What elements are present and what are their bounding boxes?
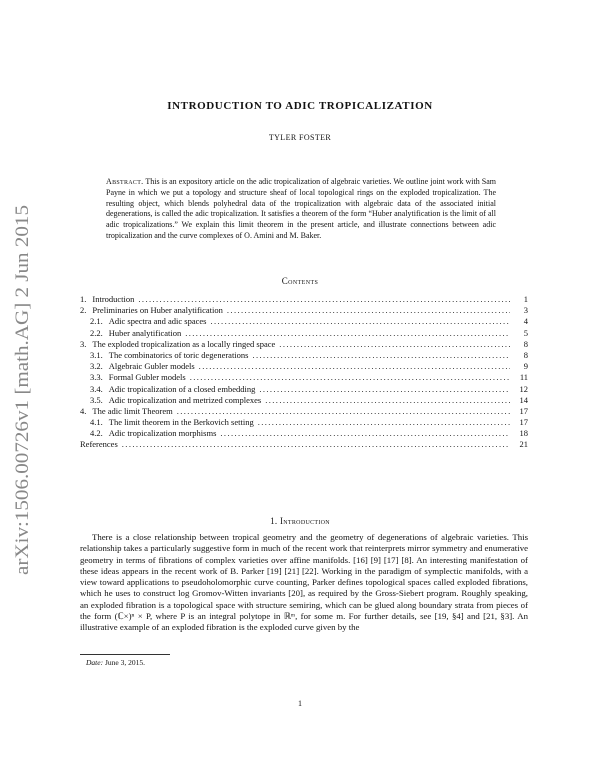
toc-leader-dots (122, 439, 510, 450)
toc-entry-title: The exploded tropicalization as a locally ringed space (92, 338, 276, 349)
toc-leader-dots (177, 406, 510, 417)
toc-entry-title: The combinatorics of toric degenerations (108, 349, 249, 360)
contents-heading: Contents (281, 276, 319, 286)
toc-entry-title: Huber analytification (108, 327, 182, 338)
toc-entry-number: 3. (80, 338, 87, 349)
footnote (86, 658, 145, 667)
toc-leader-dots (138, 294, 510, 305)
toc-entry[interactable] (80, 406, 528, 417)
footnote-text: June 3, 2015. (104, 658, 145, 667)
toc-entry-number: 4. (80, 405, 87, 416)
toc-entry-number: 3.4. (90, 383, 103, 394)
toc-entry-title: The limit theorem in the Berkovich setting (108, 417, 254, 428)
page-number: 1 (298, 699, 302, 708)
toc-entry-page: 14 (519, 394, 528, 405)
toc-entry[interactable] (80, 316, 528, 327)
toc-entry-number: 3.3. (90, 372, 103, 383)
toc-leader-dots (220, 428, 510, 439)
toc-leader-dots (210, 316, 510, 327)
toc-entry-title: Introduction (92, 294, 135, 304)
toc-entry-page: 8 (523, 349, 528, 360)
toc-entry[interactable] (80, 372, 528, 383)
section-title: Introduction (279, 516, 330, 526)
toc-leader-dots (227, 305, 510, 316)
toc-leader-dots (190, 372, 510, 383)
toc-entry-page: 21 (519, 439, 528, 450)
toc-entry[interactable] (80, 339, 528, 350)
toc-entry-title: The adic limit Theorem (92, 405, 173, 416)
toc-entry-page: 17 (519, 417, 528, 428)
section-number: 1. (270, 516, 278, 526)
abstract-text: This is an expository article on the adic tropicalization of algebraic varieties. We outline joint work with Sam Payne in which we put a topology and structure sheaf of local topological rings on the exploded tropicalization. The resulting object, which blends polyhedral data of the tropicalization with algebraic data of the associated initial degenerations, is called the adic tropicalization. It satisfies a theorem of the form “Huber analytification is the limit of all adic tropicalizations.” We explain this limit theorem in the present article, and illustrate connections between adic tropicalization and the curve complexes of O. Amini and M. Baker. (106, 177, 496, 240)
toc-entry[interactable] (80, 428, 528, 439)
toc-entry[interactable] (80, 361, 528, 372)
table-of-contents (80, 294, 528, 451)
toc-leader-dots (185, 328, 510, 339)
toc-leader-dots (265, 395, 510, 406)
toc-entry-title: Adic spectra and adic spaces (108, 316, 207, 327)
toc-entry-page: 4 (523, 316, 528, 327)
toc-entry[interactable] (80, 417, 528, 428)
toc-entry[interactable] (80, 328, 528, 339)
toc-entry-number: 3.2. (90, 361, 103, 372)
toc-entry-number: 2. (80, 305, 87, 316)
toc-entry-page: 5 (523, 327, 528, 338)
toc-entry-page: 18 (519, 428, 528, 439)
toc-entry[interactable] (80, 384, 528, 395)
toc-entry-page: 8 (523, 338, 528, 349)
body-paragraph: There is a close relationship between tropical geometry and the geometry of degenerations of algebraic varieties. This relationship takes a particularly suggestive form in much of the recent work that reinterprets mirror symmetry and enumerative geometry in terms of fibrations of complex varieties over affine manifolds. [16] [9] [17] [8]. An interesting manifestation of these ideas appears in the recent work of B. Parker [19] [21] [22]. Working in the paradigm of symplectic manifolds, with a view toward applications to pseudoholomorphic curve counting, Parker defines topological spaces called exploded fibrations, which he uses to construct log Gromov-Witten invariants [20], as required by the Gross-Siebert program. Roughly speaking, an exploded fibration is a topological space with structure semiring, which can be glued along boundary strata from pieces of the form (ℂ×)ⁿ × P, where P is an integral polytope in ℝᵐ, for some m. For further details, see [19, §4] and [21, §3]. An illustrative example of an exploded fibration is the exploded curve given by the (80, 532, 528, 633)
toc-entry[interactable] (80, 350, 528, 361)
toc-leader-dots (252, 350, 510, 361)
toc-entry-number: 1. (80, 294, 87, 304)
toc-entry[interactable] (80, 305, 528, 316)
toc-entry-title: Adic tropicalization morphisms (108, 428, 217, 439)
toc-leader-dots (279, 339, 510, 350)
toc-entry-title: Algebraic Gubler models (108, 361, 195, 372)
toc-entry-page: 11 (519, 372, 528, 383)
toc-entry-title: Adic tropicalization of a closed embedding (108, 383, 256, 394)
toc-leader-dots (199, 361, 510, 372)
toc-entry-title: Preliminaries on Huber analytification (92, 305, 223, 316)
arxiv-stamp-text: arXiv:1506.00726v1 [math.AG] 2 Jun 2015 (13, 250, 33, 575)
toc-entry-page: 12 (519, 383, 528, 394)
toc-entry-title: Adic tropicalization and metrized complexes (108, 394, 262, 405)
toc-entry-page: 3 (523, 305, 528, 316)
paper-title: INTRODUCTION TO ADIC TROPICALIZATION (167, 100, 433, 112)
toc-entry-page: 9 (523, 361, 528, 372)
toc-entry-title: References (80, 439, 118, 450)
toc-entry[interactable] (80, 439, 528, 450)
toc-entry-number: 3.1. (90, 349, 103, 360)
toc-entry-number: 3.5. (90, 394, 103, 405)
toc-leader-dots (259, 384, 510, 395)
toc-entry[interactable] (80, 395, 528, 406)
toc-leader-dots (258, 417, 510, 428)
toc-entry-number: 2.1. (90, 316, 103, 327)
toc-entry-number: 4.1. (90, 417, 103, 428)
paper-author: TYLER FOSTER (268, 133, 332, 142)
footnote-label: Date: (86, 658, 104, 667)
toc-entry-page: 17 (519, 405, 528, 416)
toc-entry-number: 4.2. (90, 428, 103, 439)
toc-entry-title: Formal Gubler models (108, 372, 186, 383)
toc-entry-page: 1 (523, 294, 528, 304)
abstract-label: Abstract. (106, 177, 144, 186)
footnote-rule (80, 654, 170, 655)
toc-entry-number: 2.2. (90, 327, 103, 338)
abstract (106, 177, 496, 242)
toc-entry[interactable] (80, 294, 528, 305)
section-heading (0, 516, 600, 526)
